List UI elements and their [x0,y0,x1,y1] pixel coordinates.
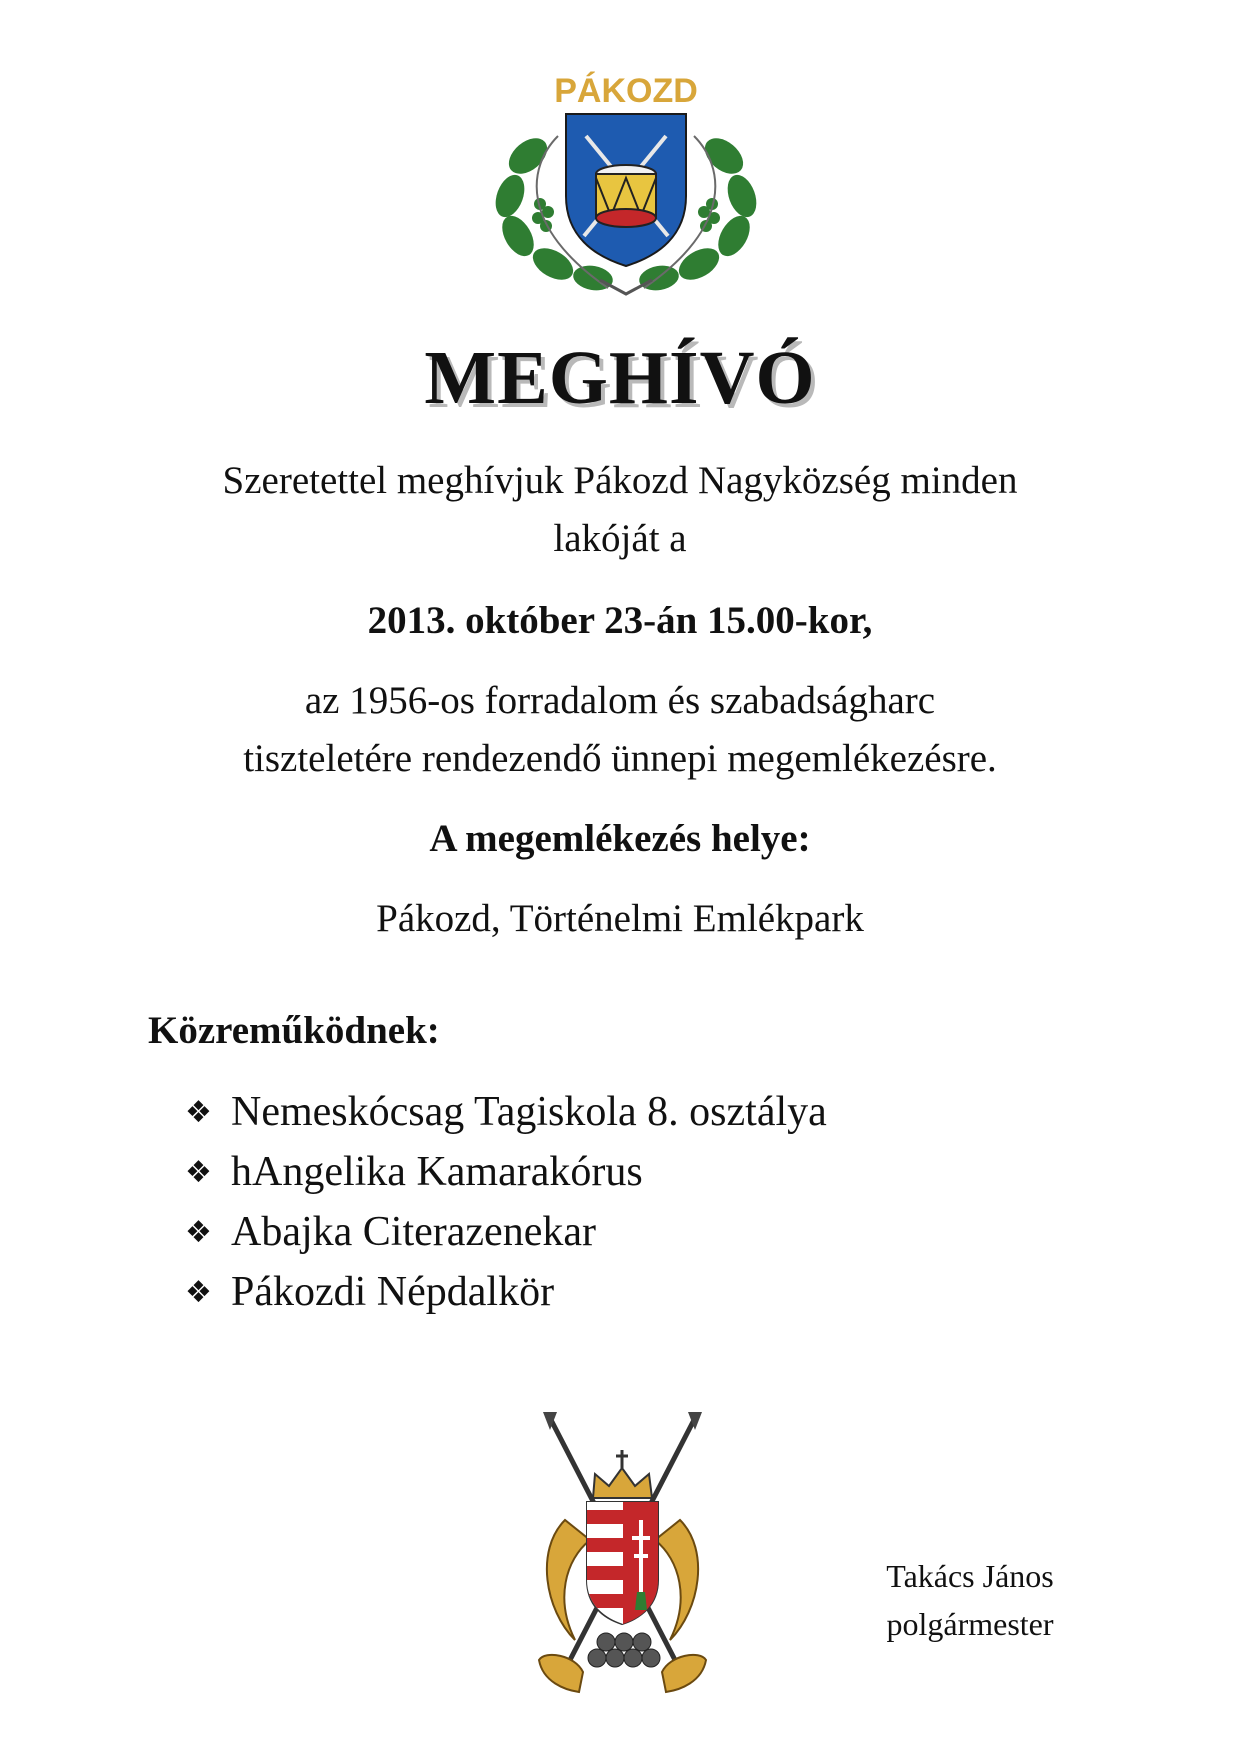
participant-name: Nemeskócsag Tagiskola 8. osztálya [231,1089,827,1135]
list-item [185,1262,827,1322]
signature-role: polgármester [886,1606,1054,1642]
intro-line-2: lakóját a [553,517,687,560]
logo-caption: PÁKOZD [554,72,698,110]
participants-heading: Közreműködnek: [148,1009,440,1052]
list-item [185,1202,827,1262]
list-item [185,1142,827,1202]
diamond-bullet-icon: ❖ [185,1275,212,1310]
military-emblem-icon [535,1410,710,1702]
venue-heading: A megemlékezés helye: [429,817,811,860]
occasion-line-1: az 1956-os forradalom és szabadságharc [304,679,936,722]
diamond-bullet-icon: ❖ [185,1155,212,1190]
participant-name: Abajka Citerazenekar [231,1209,596,1255]
pakozd-coat-of-arms-logo [488,66,764,298]
participant-name: hAngelika Kamarakórus [231,1149,643,1195]
signature-name: Takács János [886,1558,1054,1594]
occasion-line-2: tiszteletére rendezendő ünnepi megemlékezésre. [243,737,997,780]
page-title: MEGHÍVÓ [424,336,816,420]
list-item [185,1082,827,1142]
intro-line-1: Szeretettel meghívjuk Pákozd Nagyközség minden [222,459,1018,502]
event-date: 2013. október 23-án 15.00-kor, [367,599,873,642]
participant-name: Pákozdi Népdalkör [231,1269,555,1315]
venue-name: Pákozd, Történelmi Emlékpark [376,897,864,940]
diamond-bullet-icon: ❖ [185,1095,212,1130]
participants-list [185,1082,827,1322]
diamond-bullet-icon: ❖ [185,1215,212,1250]
